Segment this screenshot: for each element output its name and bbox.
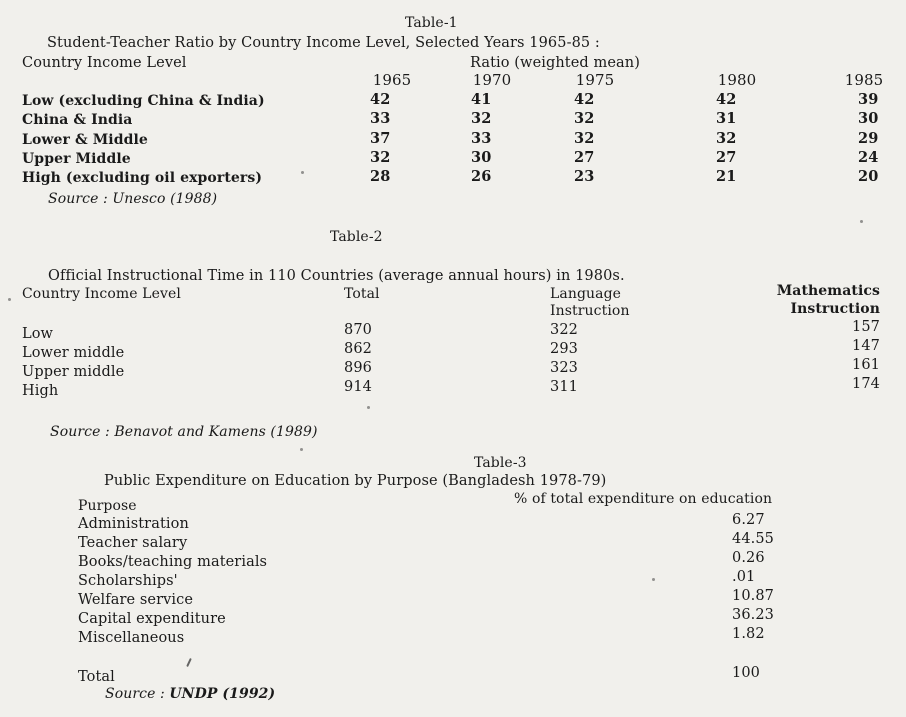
table1-year-header: 1985 [844, 71, 884, 89]
table2-cell: 323 [550, 360, 578, 376]
table3-row-label: Scholarships' [78, 573, 178, 589]
scan-speck [300, 448, 303, 451]
table1-cell: 39 [858, 91, 879, 108]
table1-source [48, 191, 217, 207]
table2-cell: 161 [852, 357, 880, 373]
table2-language-header: Language [550, 286, 622, 302]
table1-cell: 29 [858, 130, 879, 147]
table3-total-value: 100 [732, 665, 760, 681]
table1-cell: 28 [370, 168, 391, 185]
table2-language-header: Instruction [550, 303, 630, 319]
table1-cell: 37 [370, 130, 391, 147]
source-text: Unesco (1988) [112, 191, 218, 207]
table3-row-label: Miscellaneous [78, 630, 185, 646]
table3-cell: .01 [732, 569, 756, 585]
table2-cell: 322 [550, 322, 578, 338]
table1-cell: 33 [471, 130, 492, 147]
table1-cell: 42 [716, 91, 737, 108]
table3-row-label: Welfare service [78, 592, 194, 608]
table2-cell: 147 [852, 338, 880, 354]
table3-cell: 10.87 [732, 588, 775, 604]
table3-cell: 6.27 [732, 512, 765, 528]
table3-cell: 0.26 [732, 550, 765, 566]
table3-value-header: % of total expenditure on education [514, 491, 773, 507]
table2-cell: 174 [852, 376, 880, 392]
scan-speck [8, 298, 11, 301]
table1-cell: 30 [858, 110, 879, 127]
table1-cell: 33 [370, 110, 391, 127]
table3-row-label: Teacher salary [78, 535, 188, 551]
source-prefix: Source : [48, 191, 113, 207]
source-prefix: Source : [105, 686, 170, 702]
table1-caption: Student-Teacher Ratio by Country Income Level, Selected Years 1965-85 : [47, 35, 600, 51]
table1-year-header: 1965 [372, 71, 412, 89]
table1-cell: 32 [471, 110, 492, 127]
table1-cell: 27 [716, 149, 737, 166]
table3-caption: Public Expenditure on Education by Purpose (Bangladesh 1978-79) [104, 473, 607, 489]
table1-row-label: Low (excluding China & India) [22, 93, 265, 109]
source-prefix: Source : [50, 424, 115, 440]
table2-cell: 870 [344, 322, 372, 338]
table2-cell: 157 [852, 319, 880, 335]
table1-cell: 30 [471, 149, 492, 166]
table3-column-label: Purpose [78, 498, 137, 514]
table2-math-header: Mathematics [776, 283, 880, 299]
table2-math-header: Instruction [790, 301, 880, 317]
table3-row-label: Capital expenditure [78, 611, 226, 627]
table1-cell: 32 [716, 130, 737, 147]
table2-cell: 311 [550, 379, 578, 395]
table1-cell: 23 [574, 168, 595, 185]
table1-cell: 32 [574, 110, 595, 127]
table2-column-label: Country Income Level [22, 286, 181, 302]
source-text: Benavot and Kamens (1989) [114, 424, 318, 440]
table1-row-label: Upper Middle [22, 151, 131, 167]
table1-cell: 24 [858, 149, 879, 166]
table1-year-header: 1970 [472, 71, 512, 89]
table3-heading: Table-3 [474, 455, 527, 471]
table1-row-label: China & India [22, 112, 133, 128]
table3-total-label: Total [78, 669, 115, 685]
table2-source [50, 424, 318, 440]
table1-year-header: 1980 [717, 71, 757, 89]
table2-cell: 914 [344, 379, 372, 395]
table2-heading: Table-2 [330, 229, 383, 245]
table1-cell: 32 [370, 149, 391, 166]
table2-total-header: Total [344, 286, 380, 302]
table1-heading: Table-1 [405, 15, 458, 31]
table2-row-label: Upper middle [22, 364, 125, 380]
table1-cell: 32 [574, 130, 595, 147]
scan-speck [652, 578, 655, 581]
table1-cell: 20 [858, 168, 879, 185]
source-text: UNDP (1992) [169, 686, 276, 702]
table1-cell: 21 [716, 168, 737, 185]
table2-cell: 862 [344, 341, 372, 357]
table1-row-label: High (excluding oil exporters) [22, 170, 263, 186]
table3-cell: 44.55 [732, 531, 775, 547]
table1-cell: 27 [574, 149, 595, 166]
table2-row-label: Low [22, 326, 54, 342]
table3-row-label: Administration [78, 516, 189, 532]
table2-cell: 896 [344, 360, 372, 376]
table1-cell: 42 [574, 91, 595, 108]
table2-cell: 293 [550, 341, 578, 357]
table1-year-header: 1975 [575, 71, 615, 89]
table1-ratio-label: Ratio (weighted mean) [470, 55, 640, 71]
table2-row-label: Lower middle [22, 345, 125, 361]
table3-cell: 36.23 [732, 607, 775, 623]
table3-source [105, 686, 275, 702]
table1-column-label: Country Income Level [22, 55, 187, 71]
table2-caption: Official Instructional Time in 110 Countries (average annual hours) in 1980s. [48, 268, 625, 284]
table1-row-label: Lower & Middle [22, 132, 148, 148]
scan-speck [367, 406, 370, 409]
table1-cell: 26 [471, 168, 492, 185]
table3-cell: 1.82 [732, 626, 765, 642]
table3-row-label: Books/teaching materials [78, 554, 268, 570]
scan-speck [186, 658, 192, 667]
table1-cell: 42 [370, 91, 391, 108]
table1-cell: 41 [471, 91, 492, 108]
scan-speck [301, 171, 304, 174]
table2-row-label: High [22, 383, 59, 399]
scan-speck [860, 220, 863, 223]
table1-cell: 31 [716, 110, 737, 127]
